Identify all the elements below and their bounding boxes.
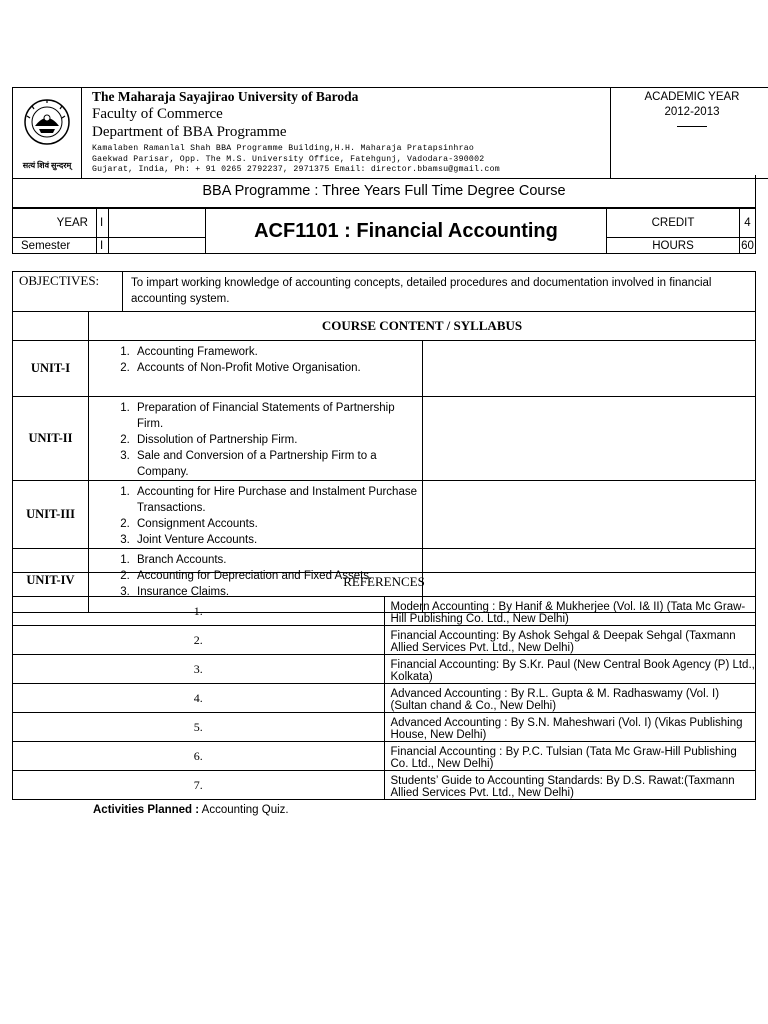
references-table (12, 572, 756, 800)
unit-topics-cell (89, 397, 423, 481)
address-line-1: Kamalaben Ramanlal Shah BBA Programme Building,H.H. Maharaja Pratapsinhrao (92, 144, 475, 153)
unit-topic: 1. Preparation of Financial Statements of Partnership Firm. (133, 400, 422, 432)
unit-name: UNIT-II (13, 397, 89, 481)
credit-label: CREDIT (607, 209, 740, 238)
hours-label: HOURS (607, 238, 740, 254)
semester-blank-cell (109, 238, 206, 254)
unit-topic: 3. Joint Venture Accounts. (133, 532, 422, 548)
activities-label: Activities Planned : (93, 804, 200, 816)
academic-year-label: ACADEMIC YEAR (644, 91, 740, 103)
unit-topic: 1. Accounting for Hire Purchase and Instalment Purchase Transactions. (133, 484, 422, 516)
academic-year-value: 2012-2013 (664, 106, 720, 118)
year-label: YEAR (13, 209, 97, 238)
year-blank-cell (109, 209, 206, 238)
logo-motto: सत्यं शिवं सुन्दरम् (22, 161, 72, 170)
unit-row (13, 341, 756, 397)
unit-topic: 2. Accounting for Depreciation and Fixed Assets. (133, 568, 422, 584)
reference-text: Financial Accounting: By S.Kr. Paul (New Central Book Agency (P) Ltd., Kolkata) (384, 655, 756, 684)
university-name: The Maharaja Sayajirao University of Baroda (92, 89, 359, 104)
reference-row (13, 655, 756, 684)
activities-line (93, 804, 289, 816)
reference-text: Modern Accounting : By Hanif & Mukherjee (Vol. I& II) (Tata Mc Graw-Hill Publishing Co. Ltd., New Delhi) (384, 597, 756, 626)
reference-number: 2. (13, 626, 385, 655)
address-block (92, 144, 604, 176)
course-info-table (12, 208, 756, 254)
department-name: Department of BBA Programme (92, 124, 287, 140)
reference-row (13, 742, 756, 771)
reference-number: 4. (13, 684, 385, 713)
unit-topic-list (89, 400, 422, 480)
semester-label: Semester (13, 238, 97, 254)
reference-row (13, 713, 756, 742)
unit-name: UNIT-III (13, 481, 89, 549)
programme-title (12, 175, 756, 208)
reference-row (13, 626, 756, 655)
reference-row (13, 771, 756, 800)
unit-row (13, 481, 756, 549)
reference-text: Financial Accounting: By Ashok Sehgal & Deepak Sehgal (Taxmann Allied Services Pvt. Ltd., New Delhi) (384, 626, 756, 655)
credit-value: 4 (740, 209, 756, 238)
unit-blank-cell (422, 397, 756, 481)
reference-number: 3. (13, 655, 385, 684)
reference-text: Advanced Accounting : By S.N. Maheshwari (Vol. I) (Vikas Publishing House, New Delhi) (384, 713, 756, 742)
objectives-label: OBJECTIVES: (13, 272, 123, 312)
unit-blank-cell (422, 341, 756, 397)
header-table (12, 87, 768, 179)
unit-topic-list (89, 484, 422, 548)
reference-row (13, 684, 756, 713)
faculty-name: Faculty of Commerce (92, 106, 223, 122)
university-info-cell (82, 88, 611, 179)
activities-value: Accounting Quiz. (201, 804, 289, 816)
reference-text: Students’ Guide to Accounting Standards: By D.S. Rawat:(Taxmann Allied Services Pvt. Ltd., New Delhi) (384, 771, 756, 800)
unit-topic: 3. Sale and Conversion of a Partnership Firm to a Company. (133, 448, 422, 480)
references-body (13, 597, 756, 800)
unit-name: UNIT-IV (13, 549, 89, 613)
syllabus-table (12, 311, 756, 613)
unit-topic: 2. Accounts of Non-Profit Motive Organisation. (133, 360, 422, 376)
unit-name: UNIT-I (13, 341, 89, 397)
hours-value: 60 (741, 239, 754, 252)
reference-number: 6. (13, 742, 385, 771)
syllabus-title: COURSE CONTENT / SYLLABUS (89, 312, 756, 341)
unit-topics-cell (89, 481, 423, 549)
unit-topic: 1. Accounting Framework. (133, 344, 422, 360)
reference-row (13, 597, 756, 626)
reference-number: 1. (13, 597, 385, 626)
objectives-table (12, 271, 756, 312)
reference-number: 7. (13, 771, 385, 800)
unit-topic: 1. Branch Accounts. (133, 552, 422, 568)
unit-blank-cell (422, 481, 756, 549)
references-title: REFERENCES (13, 573, 756, 597)
logo-cell (13, 88, 82, 179)
university-logo-icon (18, 96, 76, 156)
reference-text: Financial Accounting : By P.C. Tulsian (Tata Mc Graw-Hill Publishing Co. Ltd., New Delhi) (384, 742, 756, 771)
unit-topic: 2. Dissolution of Partnership Firm. (133, 432, 422, 448)
unit-topics-cell (89, 341, 423, 397)
year-value: I (97, 209, 109, 238)
programme-text: BBA Programme : Three Years Full Time Degree Course (202, 183, 566, 199)
academic-year-underline (677, 126, 707, 127)
course-title: ACF1101 : Financial Accounting (206, 209, 607, 254)
semester-value: I (97, 238, 109, 254)
reference-text: Advanced Accounting : By R.L. Gupta & M. Radhaswamy (Vol. I) (Sultan chand & Co., New Delhi) (384, 684, 756, 713)
academic-year-cell (611, 88, 768, 179)
unit-topic: 2. Consignment Accounts. (133, 516, 422, 532)
unit-topic-list (89, 344, 422, 376)
unit-topic: 3. Insurance Claims. (133, 584, 422, 600)
syllabus-header-blank (13, 312, 89, 341)
address-line-2: Gaekwad Parisar, Opp. The M.S. University Office, Fatehgunj, Vadodara-390002 (92, 154, 485, 164)
objectives-text: To impart working knowledge of accounting concepts, detailed procedures and documentation involved in financial accounting system. (123, 272, 756, 312)
reference-number: 5. (13, 713, 385, 742)
address-line-3: Gujarat, India, Ph: + 91 0265 2792237, 2971375 Email: director.bbamsu@gmail.com (92, 165, 500, 174)
unit-row (13, 397, 756, 481)
